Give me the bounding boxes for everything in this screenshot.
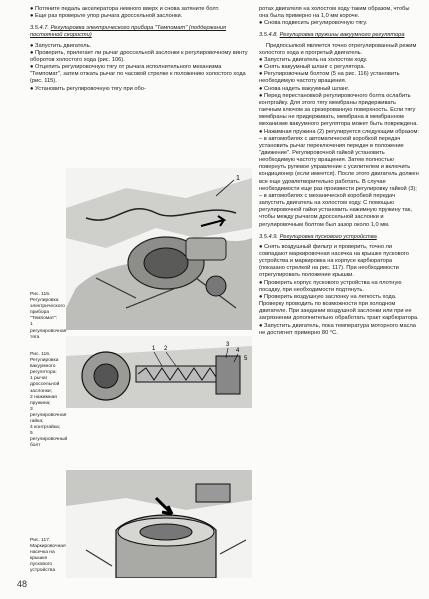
bullet-item: ● Отцепить регулировочную тягу от рычага исполнительного механизма "Темпомат", затем отжать рычаг по часовой стрелке к положению холостого хода (рис. 115). (30, 64, 252, 85)
figure-115-label: 1 (236, 175, 240, 182)
heading-title: Регулировка пускового устройства (279, 233, 377, 240)
figure-116-label-3: 3 (226, 342, 230, 348)
section-heading-3547 (30, 25, 252, 39)
figure-116-caption (30, 352, 66, 450)
caption-line: Рис. 117. (30, 538, 51, 543)
caption-line: Маркировочная насечка на крышке пускового устройства (30, 544, 66, 574)
bullet-item: ● Регулировочным болтом (5 на рис. 116) установить необходимую частоту вращения. (259, 71, 419, 85)
left-column (30, 6, 252, 93)
bullet-item: ● Снять вакуумный шланг с регулятора. (259, 64, 419, 71)
bullet-item: ● Перед перестановкой регулировочного болта ослабить контргайку. Для этого тягу мембраны придерживать гаечным ключом за срезерованную поверхность. Если тягу мембраны не придерживать, мембрана в мембранном механизме вакуумного регулятора может быть повреждена. (259, 93, 419, 129)
caption-line: 1 рычаг дроссельной заслонки; (30, 376, 60, 394)
caption-line: 5 регулировочный болт (30, 431, 68, 449)
figure-117 (66, 470, 252, 578)
caption-line: Рис. 115. (30, 292, 51, 297)
caption-line: 1 регулировочная тяга (30, 322, 67, 340)
bullet-item: ● Запустить двигатель. (30, 43, 252, 50)
dash-item: – в автомобилях с автоматической коробкой передач установить рычаг переключения передач в положение "движение". Регулировочной гайкой установить необходимую частоту вращения. Затем полностью повернуть рулевое управление с усилителем и включить кондиционер (если имеется). После этого двигатель должен все еще удовлетворительно работать. В случае необходимости еще раз произвести регулировку гайкой (3); (259, 136, 419, 193)
left-intro-list (30, 6, 252, 20)
bullet-item: ● Снова подвесить регулировочную тягу. (259, 20, 419, 27)
right-intro-list (259, 6, 419, 27)
figure-116-drawing (66, 336, 252, 408)
right-paragraphs (259, 43, 419, 229)
figure-116-label-1: 1 (152, 346, 156, 352)
paragraph: ротах двигателя на холостом ходу таким образом, чтобы она была примерно на 1,0 мм короче. (259, 6, 410, 20)
bullet-item: ● Запустить двигатель, пока температура моторного масла не достигнет примерно 80 °C. (259, 323, 419, 337)
page-number: 48 (17, 579, 28, 589)
left-steps-list (30, 43, 252, 93)
heading-title: Регулировка пружины вакуумного регулятора (279, 32, 405, 39)
figure-117-caption (30, 538, 66, 575)
caption-line: Регулировка электрического прибора "Темпомат": (30, 298, 65, 322)
right-paragraphs-2 (259, 244, 419, 337)
figure-115-caption (30, 292, 66, 341)
bullet-item: ● Проверить корпус пускового устройства на плотную посадку, при необходимости подтянуть. (259, 280, 419, 294)
heading-number: 3.5.4.9. (259, 233, 278, 240)
caption-line: 4 контргайка; (30, 425, 61, 431)
figure-115 (66, 168, 252, 330)
figure-117-drawing (66, 470, 252, 578)
bullet-item: ● Еще раз проверьте упор рычага дроссельной заслонки. (30, 13, 252, 20)
right-column (259, 6, 419, 337)
figure-116-label-5: 5 (244, 356, 248, 362)
bullet-item: ● Установить регулировочную тягу при обо- (30, 86, 252, 93)
caption-line: 2 нажимная пружина; (30, 394, 57, 406)
paragraph: Предпосылкой является точно отрегулированный режим холостого хода и прогретый двигатель. (259, 42, 417, 56)
section-heading-3548 (259, 32, 419, 39)
caption-line: Рис. 116. (30, 352, 51, 357)
caption-line: Регулировка вакуумного регулятора: (30, 358, 59, 376)
dash-item: – в автомобилях с механической коробкой передач запустить двигатель на холостом ходу. С помощью регулировочной гайки установить нажимную пружину так, чтобы между рычагом дроссельной заслонки и регулировочным болтом был зазор около 1,0 мм. (259, 193, 419, 229)
bullet-item: ● Потяните педаль акселератора немного вверх и снова затяните болт. (30, 6, 252, 13)
bullet-item: ● Снять воздушный фильтр и проверить, точно ли совпадают маркировочная насечка на крышке пускового устройства и маркировка на корпусе карбюратора (показано стрелкой на рис. 117). При необходимости отрегулировать положение крышки. (259, 244, 419, 280)
heading-number: 3.5.4.7. (30, 25, 49, 32)
bullet-item: ● Снова надеть вакуумный шланг. (259, 86, 419, 93)
figure-116 (66, 336, 252, 408)
section-heading-3549 (259, 234, 419, 241)
figure-116-label-2: 2 (164, 346, 168, 352)
bullet-item: ● Нажимная пружина (2) регулируется следующим образом: (259, 129, 419, 136)
caption-line: 3 регулировочная гайка; (30, 406, 67, 425)
heading-title: Регулировка электрического прибора "Темпомат" (поддержания постоянной скорости) (30, 25, 227, 39)
bullet-item: ● Запустить двигатель на холостом ходу. (259, 57, 419, 64)
bullet-item: ● Проверить, прилегает ли рычаг дроссельной заслонки к регулировочному винту оборотов холостого хода (рис. 106). (30, 50, 252, 64)
bullet-item: ● Проверить воздушную заслонку на легкость хода. Проверку проводить по возможности при холодном двигателе. При заедании воздушной заслонки или при ее загрязнении дополнительно обработать тракт карбюратора. (259, 294, 419, 323)
figure-115-drawing (66, 168, 252, 330)
heading-number: 3.5.4.8. (259, 32, 278, 39)
figure-116-label-4: 4 (236, 348, 240, 354)
